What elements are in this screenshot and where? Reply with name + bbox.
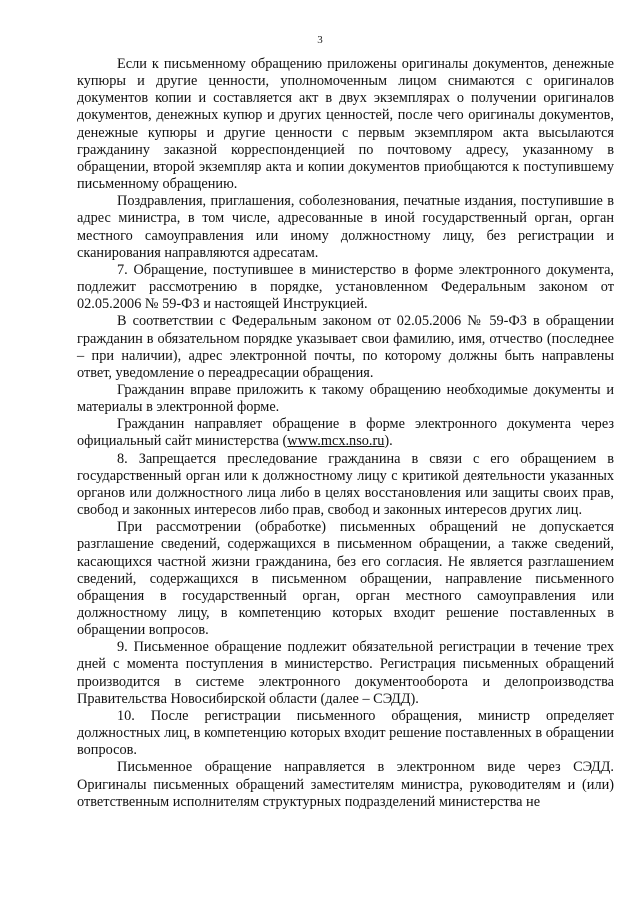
paragraph-required-fields: В соответствии с Федеральным законом от 02.05.2006 № 59-ФЗ в обращении гражданин в обязательном порядке указывает свои фамилию, имя, отчество (последнее – при наличии), адрес электронной почты, по которому должны быть направлены ответ, уведомление о переадресации обращения. [77,313,614,381]
paragraph-confidentiality: При рассмотрении (обработке) письменных обращений не допускается разглашение сведений, содержащихся в письменном обращении, а также сведений, касающихся частной жизни гражданина, без его согласия. Не является разглашением сведений, содержащихся в письменном обращении, направление письменного обращения в государственный орган, орган местного самоуправления или должностному лицу, в компетенцию которых входит решение поставленных в обращении вопросов. [77,519,614,639]
website-text-before: Гражданин направляет обращение в форме электронного документа через официальный сайт министерства ( [77,416,614,450]
document-body [77,56,614,811]
paragraph-sedd: Письменное обращение направляется в электронном виде через СЭДД. Оригиналы письменных обращений заместителям министра, руководителям и (или) ответственным исполнителям структурных подразделений министерства не [77,759,614,810]
paragraph-website [77,416,614,450]
paragraph-greetings: Поздравления, приглашения, соболезнования, печатные издания, поступившие в адрес министра, в том числе, адресованные в иной государственный орган, орган местного самоуправления или иному должностному лицу, без регистрации и сканирования направляются адресатам. [77,193,614,261]
paragraph-item-9: 9. Письменное обращение подлежит обязательной регистрации в течение трех дней с момента поступления в министерство. Регистрация письменных обращений производится в системе электронного документооборота и делопроизводства Правительства Новосибирской области (далее – СЭДД). [77,639,614,707]
paragraph-item-8: 8. Запрещается преследование гражданина в связи с его обращением в государственный орган или к должностному лицу с критикой деятельности указанных органов или должностного лица либо в целях восстановления или защиты своих прав, свобод и законных интересов либо прав, свобод и законных интересов других лиц. [77,450,614,519]
paragraph-originals: Если к письменному обращению приложены оригиналы документов, денежные купюры и другие ценности, уполномоченным лицом снимаются с оригиналов документов копии и составляется акт в двух экземплярах о получении оригиналов документов, денежных купюр и других ценностей, после чего оригиналы документов, денежные купюры и другие ценности с первым экземпляром акта высылаются гражданину заказной корреспонденцией по почтовому адресу, указанному в обращении, второй экземпляр акта и копии документов приобщаются к поступившему письменному обращению. [77,56,614,193]
paragraph-item-10: 10. После регистрации письменного обращения, министр определяет должностных лиц, в компетенцию которых входит решение поставленных в обращении вопросов. [77,707,614,759]
page-number: 3 [317,34,323,46]
paragraph-attachments: Гражданин вправе приложить к такому обращению необходимые документы и материалы в электронной форме. [77,381,614,416]
website-link[interactable]: www.mcx.nso.ru [287,433,385,450]
paragraph-item-7: 7. Обращение, поступившее в министерство в форме электронного документа, подлежит рассмотрению в порядке, установленном Федеральным законом от 02.05.2006 № 59-ФЗ и настоящей Инструкцией. [77,261,614,313]
website-text-after: ). [384,433,393,450]
